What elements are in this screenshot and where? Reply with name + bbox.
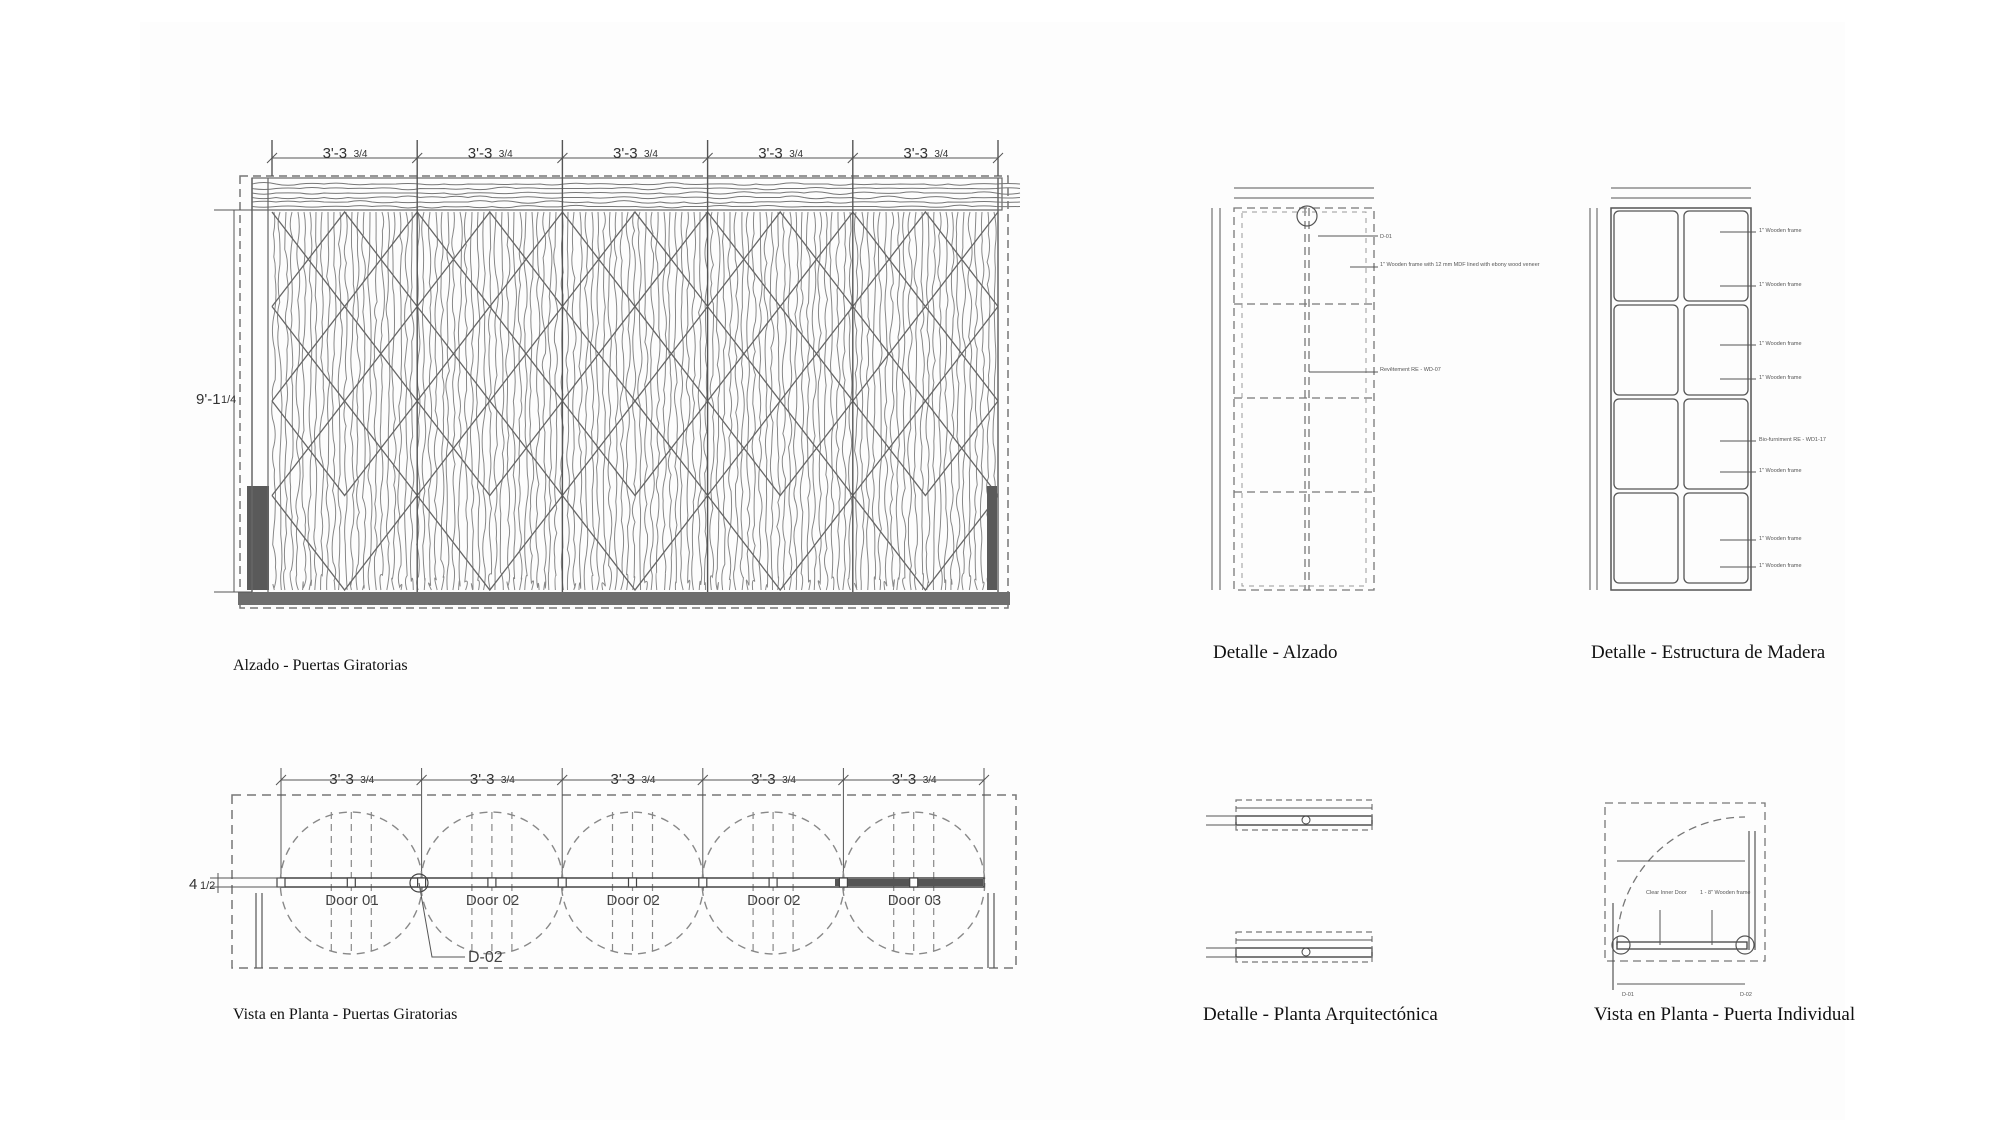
wood-grain [746, 212, 750, 590]
wood-grain [962, 212, 966, 590]
wood-grain [566, 212, 570, 590]
single-pivot-right [1736, 936, 1754, 954]
pivot-block [418, 878, 426, 887]
plan-dim-frac: 3/4 [500, 775, 515, 786]
frame-cell [1684, 493, 1748, 583]
plan-door-tag: D-02 [468, 949, 503, 966]
elevation-dim-text: 3'-3 [322, 145, 348, 162]
wood-grain [932, 212, 935, 590]
caption-detail-elevation: Detalle - Alzado [1213, 642, 1338, 663]
wood-grain [686, 212, 690, 590]
wood-grain [836, 212, 840, 590]
wood-grain [338, 212, 342, 590]
wood-grain [332, 212, 336, 590]
wood-grain [608, 212, 612, 590]
plan-pivots [277, 874, 918, 892]
wood-grain [554, 212, 558, 590]
caption-detail-frame: Detalle - Estructura de Madera [1591, 642, 1826, 663]
wood-grain [740, 212, 744, 590]
frame-note: 1" Wooden frame [1759, 468, 1802, 474]
pivot-block [558, 878, 566, 887]
pivot-block [629, 878, 637, 887]
wood-grain [782, 212, 786, 590]
plan-dim-frac: 3/4 [641, 775, 656, 786]
wood-grain [428, 212, 431, 590]
diamond-line [417, 307, 562, 402]
wood-grain [405, 212, 409, 590]
wood-grain [410, 212, 414, 590]
pivot-block [488, 878, 496, 887]
diamond-line [562, 401, 707, 496]
elevation-base [238, 592, 1010, 605]
wood-grain [716, 212, 720, 590]
wood-grain [956, 212, 960, 590]
wood-grain [548, 212, 552, 590]
frame-cells [1614, 211, 1748, 583]
wood-grain [848, 212, 852, 590]
door-label: Door 03 [887, 892, 942, 909]
diamond-line [417, 307, 562, 402]
wood-grain [596, 212, 600, 590]
wood-grain [914, 212, 918, 590]
wood-grain [854, 212, 857, 590]
wood-grain [842, 212, 846, 590]
wood-grain [368, 212, 372, 590]
detail-frame [1590, 188, 1756, 590]
wood-grain [513, 212, 517, 590]
frame-note: 1" Wooden frame [1759, 282, 1802, 288]
wood-grain [908, 212, 912, 590]
wood-grain [824, 212, 828, 590]
frame-cell [1614, 399, 1678, 489]
wood-grain [872, 212, 875, 590]
elevation-dim-frac: 3/4 [498, 149, 513, 160]
detail-elev-note-2: 1" Wooden frame with 12 mm MDF lined with ebony wood veneer [1380, 262, 1540, 268]
door-label: Door 02 [606, 892, 660, 909]
wood-grain [728, 212, 732, 590]
single-pivot-left [1612, 936, 1630, 954]
wood-grain [542, 212, 546, 590]
elevation-dim-text: 3'-3 [758, 145, 783, 162]
wood-grain [638, 212, 642, 590]
diamond-line [272, 401, 417, 496]
frame-cell [1684, 305, 1748, 395]
wood-grain [380, 212, 385, 590]
frame-note: 1" Wooden frame [1759, 228, 1802, 234]
plan-door-strip-dark [835, 879, 983, 886]
single-note-2: 1 - 8" Wooden frame [1700, 890, 1751, 896]
detail-elev-inner [1242, 212, 1366, 586]
single-swing-arc [1617, 817, 1745, 945]
elevation-view [214, 140, 1020, 608]
wood-grain [764, 212, 768, 590]
detail-elev-note-3: Revêtement RE - WD-07 [1380, 367, 1441, 373]
frame-cell [1614, 211, 1678, 301]
frame-note: Bio-furniment RE - WD1-17 [1759, 437, 1826, 443]
wood-grain [644, 212, 648, 590]
diamond-line [272, 496, 417, 591]
detail-elevation [1212, 188, 1378, 590]
elevation-dim-frac: 3/4 [934, 149, 949, 160]
wood-grain [752, 212, 756, 590]
lintel-grain [252, 201, 1020, 204]
wood-grain [524, 212, 529, 590]
wood-grain [770, 212, 774, 590]
wood-grain [320, 212, 324, 590]
detail-elev-note-1: D-01 [1380, 234, 1392, 240]
elevation-dim-frac: 3/4 [644, 149, 658, 160]
elevation-lintel [252, 178, 1002, 210]
wood-grain [356, 212, 360, 590]
single-note-3: D-01 [1622, 992, 1634, 998]
plan-dim-text: 3'-3 [469, 771, 495, 788]
plan-door-labels [325, 892, 941, 909]
wood-grain [350, 212, 355, 590]
plan-depth-text: 4 [189, 876, 198, 893]
wood-grain [884, 212, 888, 590]
wood-grain [759, 212, 762, 590]
plan-dim-frac: 3/4 [360, 775, 375, 786]
wood-grain [830, 212, 834, 590]
lintel-texture [252, 183, 1020, 208]
detail-plan-pivot-2 [1302, 948, 1310, 956]
lintel-grain [252, 192, 1020, 195]
wood-grain [620, 212, 624, 590]
single-notes [1622, 890, 1752, 998]
plan-view [210, 768, 1016, 968]
wood-grain [692, 212, 696, 590]
single-door-strip [1617, 942, 1747, 949]
wood-grain [434, 212, 437, 590]
frame-cell [1614, 305, 1678, 395]
caption-plan-single: Vista en Planta - Puerta Individual [1594, 1004, 1856, 1025]
wood-grain [464, 212, 467, 590]
wood-grain [441, 212, 444, 590]
wood-grain [722, 212, 726, 590]
wood-grain [656, 212, 660, 590]
wood-grain [938, 212, 942, 590]
detail-elev-outline [1234, 208, 1374, 590]
pivot-block [699, 878, 707, 887]
wood-grain [818, 212, 822, 590]
wood-grain [290, 212, 293, 590]
wood-grain [470, 212, 473, 590]
wood-grain [710, 212, 714, 590]
wood-grain [482, 212, 486, 590]
wood-grain [392, 212, 396, 590]
wood-grain [794, 212, 799, 590]
height-dim-label [196, 391, 236, 408]
wood-grain [980, 212, 984, 590]
caption-plan: Vista en Planta - Puertas Giratorias [233, 1006, 458, 1023]
detail-elev-pivot [1297, 206, 1317, 226]
frame-cell [1684, 211, 1748, 301]
wood-grain [296, 212, 300, 590]
wood-grain [579, 212, 583, 590]
caption-elevation: Alzado - Puertas Giratorias [233, 657, 408, 674]
wood-grain [422, 212, 426, 590]
height-dim-frac: 1/4 [221, 394, 237, 406]
detail-plan-pivot-1 [1302, 816, 1310, 824]
pivot-block [910, 878, 918, 887]
frame-note: 1" Wooden frame [1759, 563, 1802, 569]
pivot-block [839, 878, 847, 887]
pivot-block [347, 878, 355, 887]
wood-grain [500, 212, 504, 590]
door-label: Door 02 [465, 892, 520, 909]
elevation-dim-frac: 3/4 [789, 149, 804, 160]
diamond-line [417, 496, 562, 591]
frame-note: 1" Wooden frame [1759, 341, 1802, 347]
wood-grain [326, 212, 330, 590]
wood-grain [668, 212, 672, 590]
frame-cell [1614, 493, 1678, 583]
wood-grain [284, 212, 289, 590]
elevation-dim-text: 3'-3 [467, 145, 493, 162]
plan-dim-frac: 3/4 [922, 775, 937, 786]
wood-grain [890, 212, 895, 590]
frame-cell [1684, 399, 1748, 489]
plan-dim-text: 3'-3 [891, 771, 917, 788]
single-note-1: Clear Inner Door [1646, 890, 1687, 896]
left-jamb [247, 486, 269, 590]
right-jamb [987, 486, 997, 590]
wood-grain [308, 212, 312, 590]
detail-plan [1206, 800, 1372, 962]
diamond-line [272, 401, 417, 496]
wood-grain [536, 212, 540, 590]
wood-grain [584, 212, 588, 590]
wood-grain [920, 212, 924, 590]
frame-note: 1" Wooden frame [1759, 375, 1802, 381]
wood-grain [650, 212, 654, 590]
caption-detail-plan: Detalle - Planta Arquitectónica [1203, 1004, 1438, 1025]
wood-grain [974, 212, 977, 590]
wood-grain [902, 212, 906, 590]
lintel-grain [252, 205, 1020, 208]
pivot-block [769, 878, 777, 887]
wood-grain [476, 212, 479, 590]
wood-grain [494, 212, 498, 590]
wood-grain [362, 212, 366, 590]
wood-grain [860, 212, 864, 590]
wood-grain [398, 212, 402, 590]
single-note-4: D-02 [1740, 992, 1752, 998]
elevation-dim-text: 3'-3 [613, 145, 638, 162]
elevation-dim-text: 3'-3 [903, 145, 928, 162]
wood-grain [698, 212, 702, 590]
plan-dim-text: 3'-3 [751, 771, 776, 788]
wood-grain [926, 212, 930, 590]
frame-note: 1" Wooden frame [1759, 536, 1802, 542]
detail-elev-notes [1380, 234, 1540, 373]
elevation-wood-texture [272, 212, 997, 590]
lintel-grain [252, 196, 1020, 199]
lintel-grain [252, 187, 1020, 190]
lintel-grain [252, 183, 1020, 186]
plan-depth-label [189, 876, 215, 893]
door-label: Door 02 [747, 892, 801, 909]
wood-grain [680, 212, 683, 590]
wood-grain [626, 212, 630, 590]
wood-grain [452, 212, 455, 590]
elevation-dim-frac: 3/4 [353, 149, 368, 160]
wood-grain [788, 212, 792, 590]
wood-grain [866, 212, 869, 590]
wood-grain [674, 212, 678, 590]
plan-dim-text: 3'-3 [329, 771, 354, 788]
pivot-block [277, 878, 285, 887]
height-dim-text: 9'-1 [196, 391, 221, 408]
wood-grain [278, 212, 282, 590]
diamond-line [562, 401, 707, 496]
door-label: Door 01 [325, 892, 379, 909]
wood-grain [614, 212, 618, 590]
wood-grain [572, 212, 576, 590]
plan-dim-text: 3'-3 [610, 771, 636, 788]
frame-notes [1759, 228, 1826, 569]
wood-grain [812, 212, 816, 590]
wood-grain [302, 212, 306, 590]
wood-grain [506, 212, 510, 590]
wood-grain [800, 212, 804, 590]
plan-single [1605, 803, 1765, 990]
plan-dim-frac: 3/4 [782, 775, 797, 786]
plan-depth-frac: 1/2 [200, 880, 216, 892]
wood-grain [944, 212, 948, 590]
